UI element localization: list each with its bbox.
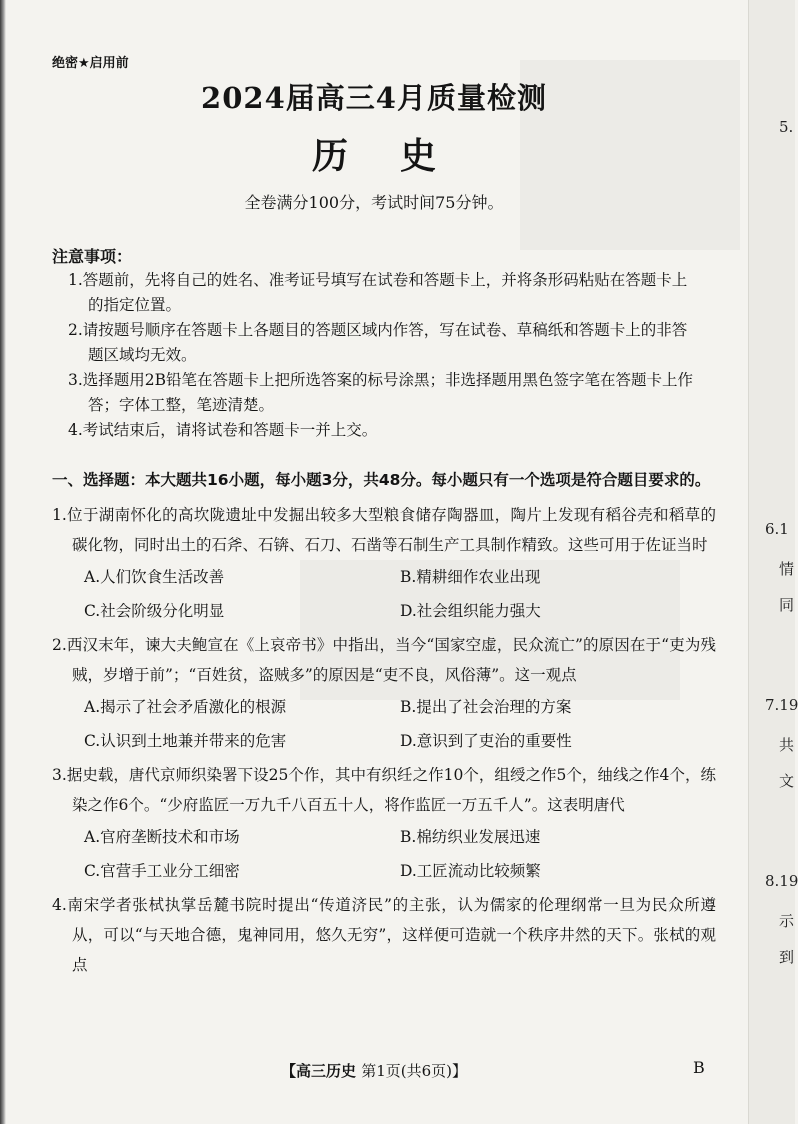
option-d: D.社会组织能力强大 xyxy=(400,602,541,620)
notes-heading: 注意事项： xyxy=(52,247,133,266)
question-options xyxy=(52,560,716,628)
margin-mark: 7.19 xyxy=(765,696,798,714)
margin-mark: 文 xyxy=(779,772,795,790)
margin-mark: 同 xyxy=(779,596,795,614)
question-3 xyxy=(52,760,716,888)
option-d: D.意识到了吏治的重要性 xyxy=(400,732,572,750)
option-a: A.揭示了社会矛盾激化的根源 xyxy=(84,698,287,716)
question-stem: 1.位于湖南怀化的高坎陇遗址中发掘出较多大型粮食储存陶器皿，陶片上发现有稻谷壳和稻草的碳化物，同时出土的石斧、石锛、石刀、石凿等石制生产工具制作精致。这些可用于佐证当时 xyxy=(52,506,716,554)
question-1 xyxy=(52,500,716,628)
question-options xyxy=(52,690,716,758)
margin-mark: 示 xyxy=(779,912,795,930)
confidential-label: 绝密★启用前 xyxy=(52,56,129,71)
page-footer xyxy=(0,1060,748,1081)
paper-version: B xyxy=(693,1058,705,1077)
note-item: 3.选择题用2B铅笔在答题卡上把所选答案的标号涂黑；非选择题用黑色签字笔在答题卡上作答；字体工整，笔迹清楚。 xyxy=(68,371,694,414)
note-item: 2.请按题号顺序在答题卡上各题目的答题区域内作答，写在试卷、草稿纸和答题卡上的非答题区域均无效。 xyxy=(68,321,688,364)
option-a: A.人们饮食生活改善 xyxy=(84,568,225,586)
question-4 xyxy=(52,890,716,980)
option-d: D.工匠流动比较频繁 xyxy=(400,862,541,880)
question-stem: 2.西汉末年，谏大夫鲍宣在《上哀帝书》中指出，当今“国家空虚，民众流亡”的原因在于“吏为残贼，岁增于前”；“百姓贫，盗贼多”的原因是“吏不良，风俗薄”。这一观点 xyxy=(52,636,716,684)
margin-mark: 6.1 xyxy=(765,520,789,538)
exam-title: 2024届高三4月质量检测 xyxy=(201,81,547,115)
option-b: B.精耕细作农业出现 xyxy=(400,568,541,586)
margin-mark: 5. xyxy=(779,118,794,136)
exam-meta: 全卷满分100分，考试时间75分钟。 xyxy=(244,193,504,212)
margin-mark: 共 xyxy=(779,736,795,754)
margin-mark: 到 xyxy=(779,948,795,966)
question-stem: 4.南宋学者张栻执掌岳麓书院时提出“传道济民”的主张，认为儒家的伦理纲常一旦为民众所遵从，可以“与天地合德，鬼神同用，悠久无穷”，这样便可造就一个秩序井然的天下。张栻的观点 xyxy=(52,896,716,974)
question-stem: 3.据史载，唐代京师织染署下设25个作，其中有织纴之作10个，组绶之作5个，䌷线之作4个，练染之作6个。“少府监匠一万九千八百五十人，将作监匠一万五千人”。这表明唐代 xyxy=(52,766,716,814)
option-b: B.棉纺织业发展迅速 xyxy=(400,828,541,846)
option-a: A.官府垄断技术和市场 xyxy=(84,828,240,846)
option-b: B.提出了社会治理的方案 xyxy=(400,698,572,716)
note-item: 4.考试结束后，请将试卷和答题卡一并上交。 xyxy=(68,421,378,439)
margin-mark: 情 xyxy=(779,560,795,578)
section-heading: 一、选择题：本大题共16小题，每小题3分，共48分。每小题只有一个选项是符合题目要求的。 xyxy=(52,471,711,489)
footer-page-number: 第1页(共6页)】 xyxy=(361,1062,468,1080)
option-c: C.官营手工业分工细密 xyxy=(84,862,240,880)
note-item: 1.答题前，先将自己的姓名、准考证号填写在试卷和答题卡上，并将条形码粘贴在答题卡上的指定位置。 xyxy=(68,271,688,314)
question-list xyxy=(52,500,716,982)
option-c: C.社会阶级分化明显 xyxy=(84,602,225,620)
margin-mark: 8.19 xyxy=(765,872,798,890)
adjacent-page-strip xyxy=(748,0,798,1124)
footer-course: 【高三历史 xyxy=(280,1062,356,1080)
subject-title: 历史 xyxy=(311,135,488,177)
notes-list xyxy=(52,268,702,443)
option-c: C.认识到土地兼并带来的危害 xyxy=(84,732,287,750)
question-options xyxy=(52,820,716,888)
question-2 xyxy=(52,630,716,758)
